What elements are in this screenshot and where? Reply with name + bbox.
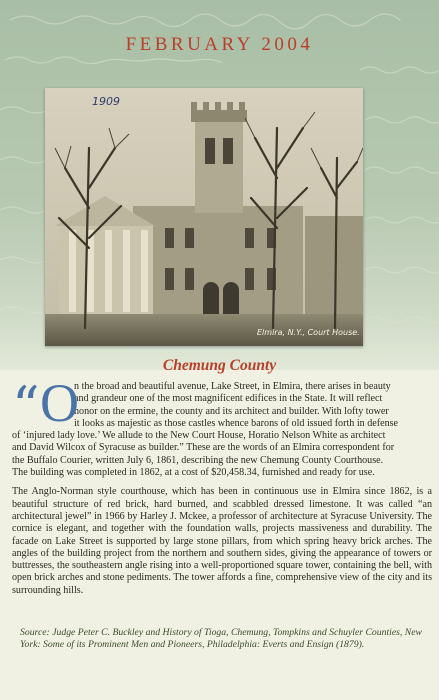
open-quote-mark: “ <box>12 375 40 438</box>
courthouse-photo <box>45 88 363 346</box>
paragraph-1-line: of ‘injured lady love.’ We allude to the New Court House, Horatio Nelson White as architect <box>12 430 386 442</box>
paragraph-1-line: n the broad and beautiful avenue, Lake Street, in Elmira, there arises in beauty <box>74 381 391 392</box>
article-body <box>12 373 432 603</box>
paragraph-1-line: The building was completed in 1862, at a cost of $20,458.34, furnished and ready for use. <box>12 467 375 479</box>
paragraph-1-line: and David Wilcox of Syracuse as builder.” These are the words of an Elmira correspondent for <box>12 442 395 454</box>
paragraph-1-line: honor on the ermine, the county and its architect and builder. With lofty tower <box>74 405 389 417</box>
courthouse-illustration <box>45 88 363 346</box>
source-citation: Source: Judge Peter C. Buckley and History of Tioga, Chemung, Tompkins and Schuyler Counties, New York: Some of its Prominent Men and Pioneers, Philadelphia: Everts and Ensign (1879). <box>20 627 422 650</box>
handwritten-year: 1909 <box>92 95 120 108</box>
paragraph-1-line: the Buffalo Courier, written July 6, 1861, describing the new Chemung County Courthouse. <box>12 454 384 466</box>
paragraph-1 <box>12 373 432 479</box>
paragraph-2: The Anglo-Norman style courthouse, which has been in continuous use in Elmira since 1862, is a beautiful structure of red brick, hard burned, and scabbled dressed limestone. It was called “an architectural jewel” in 1966 by Harley J. Mckee, a professor of architecture at Syracuse University. The cornice is elegant, and together with the foundation walls, projects massiveness and durability. The facade on Lake Street is supported by large stone pillars, from which spring heavy brick arches. The angles of the building project from the northern and southern sides, giving the appearance of towers or buttresses, the southeastern angle rising into a well-proportioned square tower, containing the bell, with open brick arches and stone pediments. The tower affords a fine, comprehensive view of the city and its surrounding hills. <box>12 486 432 596</box>
photo-caption: Elmira, N.Y., Court House. <box>257 328 360 337</box>
drop-cap: O <box>40 373 79 433</box>
page-title: FEBRUARY 2004 <box>125 34 314 55</box>
paragraph-1-line: and grandeur one of the most magnificent edifices in the State. It will reflect <box>74 393 383 405</box>
paragraph-1-line: it looks as majestic as those castles whence barons of old issued forth in defense <box>74 417 399 429</box>
article-title: Chemung County <box>162 357 277 374</box>
